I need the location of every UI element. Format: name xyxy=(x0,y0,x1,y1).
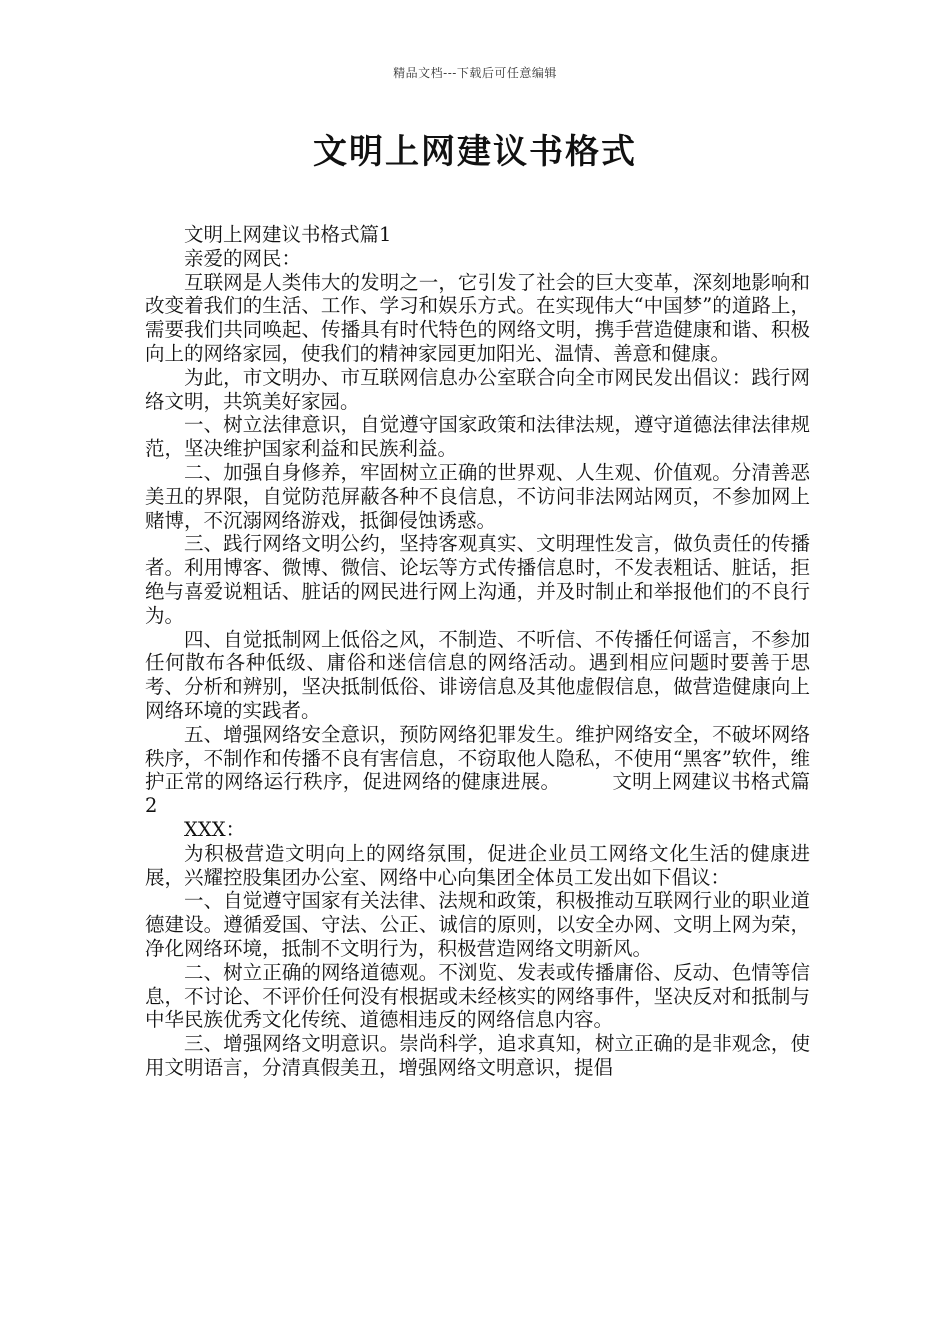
salutation-1: 亲爱的网民： xyxy=(184,246,302,270)
page-title: 文明上网建议书格式 xyxy=(313,132,637,172)
section-heading-2: 文明上网建议书格式篇2 xyxy=(145,770,810,818)
paragraph: 一、自觉遵守国家有关法律、法规和政策，积极推动互联网行业的职业道德建设。遵循爱国、守法、公正、诚信的原则，以安全办网、文明上网为荣，净化网络环境，抵制不文明行为，积极营造网络文明新风。 xyxy=(145,889,810,960)
paragraph: 四、自觉抵制网上低俗之风，不制造、不听信、不传播任何谣言，不参加任何散布各种低级、庸俗和迷信信息的网络活动。遇到相应问题时要善于思考、分析和辨别，坚决抵制低俗、诽谤信息及其他虚假信息，做营造健康向上网络环境的实践者。 xyxy=(145,627,810,722)
paragraph: 三、践行网络文明公约，坚持客观真实、文明理性发言，做负责任的传播者。利用博客、微博、微信、论坛等方式传播信息时，不发表粗话、脏话，拒绝与喜爱说粗话、脏话的网民进行网上沟通，并及时制止和举报他们的不良行为。 xyxy=(145,532,810,627)
paragraph: 三、增强网络文明意识。崇尚科学，追求真知，树立正确的是非观念，使用文明语言，分清真假美丑，增强网络文明意识，提倡 xyxy=(145,1032,810,1079)
header-note: 精品文档---下载后可任意编辑 xyxy=(393,66,557,80)
paragraph-text: 五、增强网络安全意识，预防网络犯罪发生。维护网络安全，不破坏网络秩序，不制作和传播不良有害信息，不窃取他人隐私，不使用“黑客”软件，维护正常的网络运行秩序，促进网络的健康进展。 xyxy=(145,722,810,794)
paragraph: 一、树立法律意识，自觉遵守国家政策和法律法规，遵守道德法律法律规范，坚决维护国家利益和民族利益。 xyxy=(145,413,810,461)
paragraph: 为积极营造文明向上的网络氛围，促进企业员工网络文化生活的健康进展，兴耀控股集团办公室、网络中心向集团全体员工发出如下倡议： xyxy=(145,841,810,889)
salutation-2: XXX： xyxy=(184,817,246,841)
paragraph: 为此，市文明办、市互联网信息办公室联合向全市网民发出倡议：践行网络文明，共筑美好家园。 xyxy=(145,365,810,413)
paragraph: 互联网是人类伟大的发明之一，它引发了社会的巨大变革，深刻地影响和改变着我们的生活、工作、学习和娱乐方式。在实现伟大“中国梦”的道路上，需要我们共同唤起、传播具有时代特色的网络文明，携手营造健康和谐、积极向上的网络家园，使我们的精神家园更加阳光、温情、善意和健康。 xyxy=(145,270,810,365)
document-body xyxy=(145,223,810,1080)
section-heading-1: 文明上网建议书格式篇1 xyxy=(184,223,392,246)
paragraph-with-inline-heading xyxy=(145,723,810,818)
paragraph: 二、树立正确的网络道德观。不浏览、发表或传播庸俗、反动、色情等信息，不讨论、不评价任何没有根据或未经核实的网络事件，坚决反对和抵制与中华民族优秀文化传统、道德相违反的网络信息内容。 xyxy=(145,960,810,1032)
paragraph: 二、加强自身修养，牢固树立正确的世界观、人生观、价值观。分清善恶美丑的界限，自觉防范屏蔽各种不良信息，不访问非法网站网页，不参加网上赌博，不沉溺网络游戏，抵御侵蚀诱惑。 xyxy=(145,460,810,532)
